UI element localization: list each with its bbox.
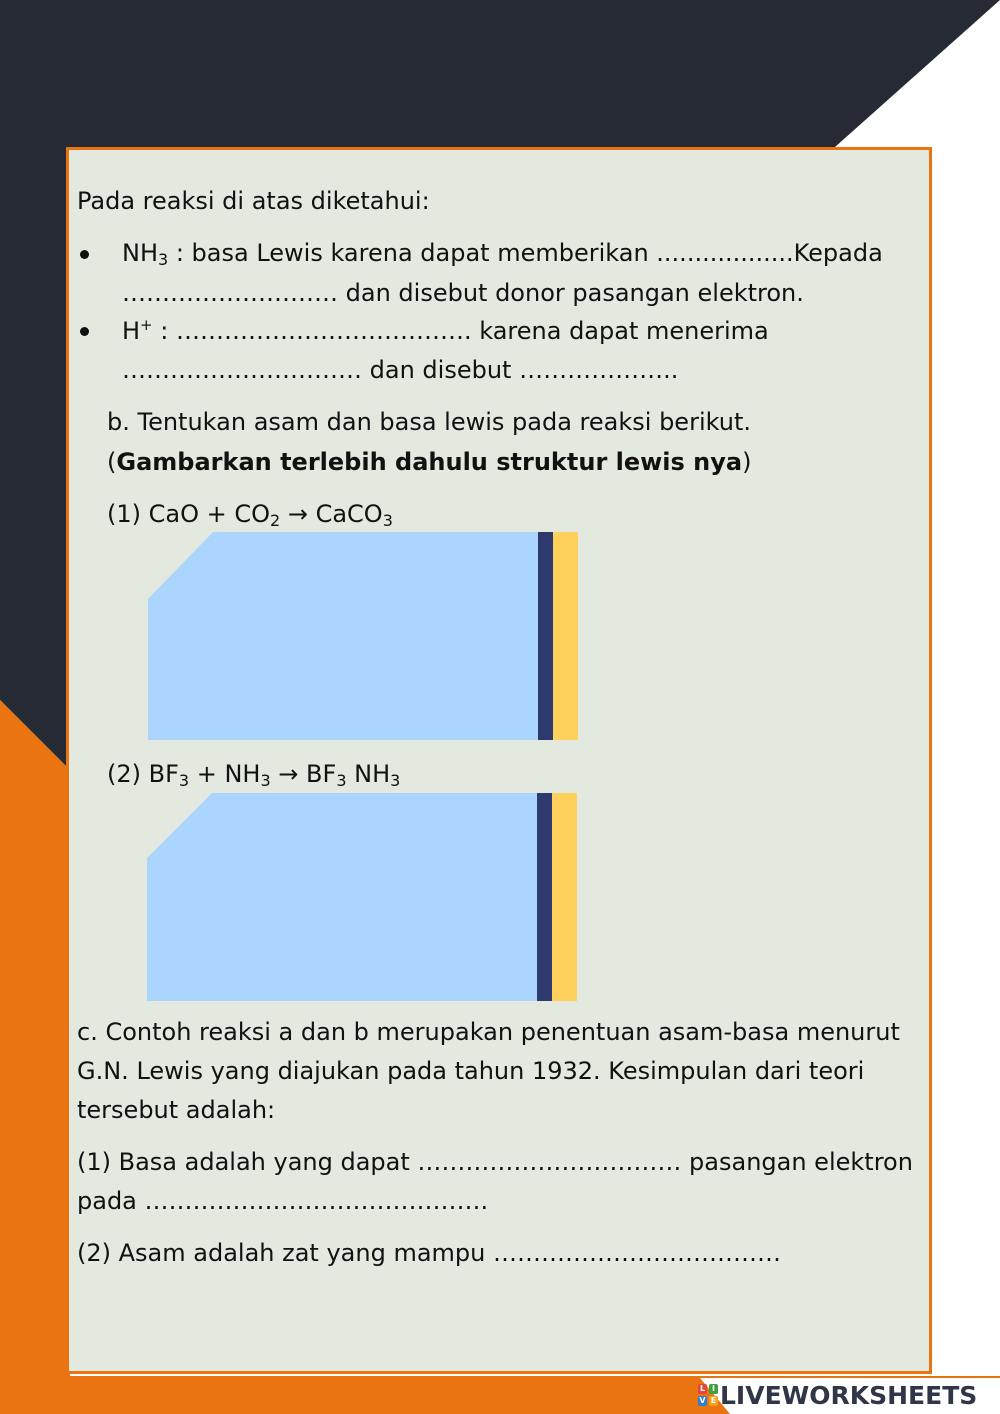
bullet-dot xyxy=(80,250,89,259)
answer-box-2[interactable] xyxy=(147,793,579,1001)
conclusion-2: (2) Asam adalah zat yang mampu ……………………………… xyxy=(77,1239,781,1267)
reaction-1: (1) CaO + $CO_2$ → CaCO$_3$ xyxy=(107,500,393,530)
answer-box-1[interactable] xyxy=(148,532,580,740)
answer-box-bar-dark xyxy=(537,793,552,1001)
answer-box-bar-dark xyxy=(538,532,553,740)
conclusion-1-line1: (1) Basa adalah yang dapat …………………………… pasangan elektron xyxy=(77,1148,913,1176)
answer-box-fill xyxy=(147,793,537,1001)
intro-text: Pada reaksi di atas diketahui: xyxy=(77,187,430,215)
liveworksheets-logo[interactable] xyxy=(698,1377,998,1413)
part-c-line2: G.N. Lewis yang diajukan pada tahun 1932. Kesimpulan dari teori xyxy=(77,1057,865,1085)
brand-name: LIVEWORKSHEETS xyxy=(720,1380,978,1410)
bullet2-line1: H+ : ………………………………. karena dapat menerima xyxy=(122,316,769,345)
reaction-2: (2) $BF_3 + NH_3 \to BF_3$ $NH_3$ xyxy=(107,760,401,790)
answer-box-bar-yellow xyxy=(552,793,577,1001)
answer-box-bar-yellow xyxy=(553,532,578,740)
answer-box-fill xyxy=(148,532,538,740)
part-c-line1: c. Contoh reaksi a dan b merupakan penentuan asam-basa menurut xyxy=(77,1018,900,1046)
bullet1-line1: $NH_3$ : basa Lewis karena dapat memberikan ..................Kepada xyxy=(122,239,883,269)
bullet2-line2: ………………………… dan disebut ……………….. xyxy=(122,356,679,384)
part-c-line3: tersebut adalah: xyxy=(77,1096,276,1124)
bullet1-line2: ……………………… dan disebut donor pasangan elektron. xyxy=(122,279,804,307)
orange-corner-shape xyxy=(0,700,70,1414)
part-b-instruction: b. Tentukan asam dan basa lewis pada reaksi berikut. xyxy=(107,408,752,436)
dark-corner-shape xyxy=(0,0,1000,147)
bullet-dot xyxy=(80,327,89,336)
part-b-note: (Gambarkan terlebih dahulu struktur lewis nya) xyxy=(107,448,752,476)
dark-side-shape xyxy=(0,0,70,770)
logo-grid-icon: L I V E xyxy=(699,1384,717,1405)
conclusion-1-line2: pada ……………………………………. xyxy=(77,1187,489,1215)
